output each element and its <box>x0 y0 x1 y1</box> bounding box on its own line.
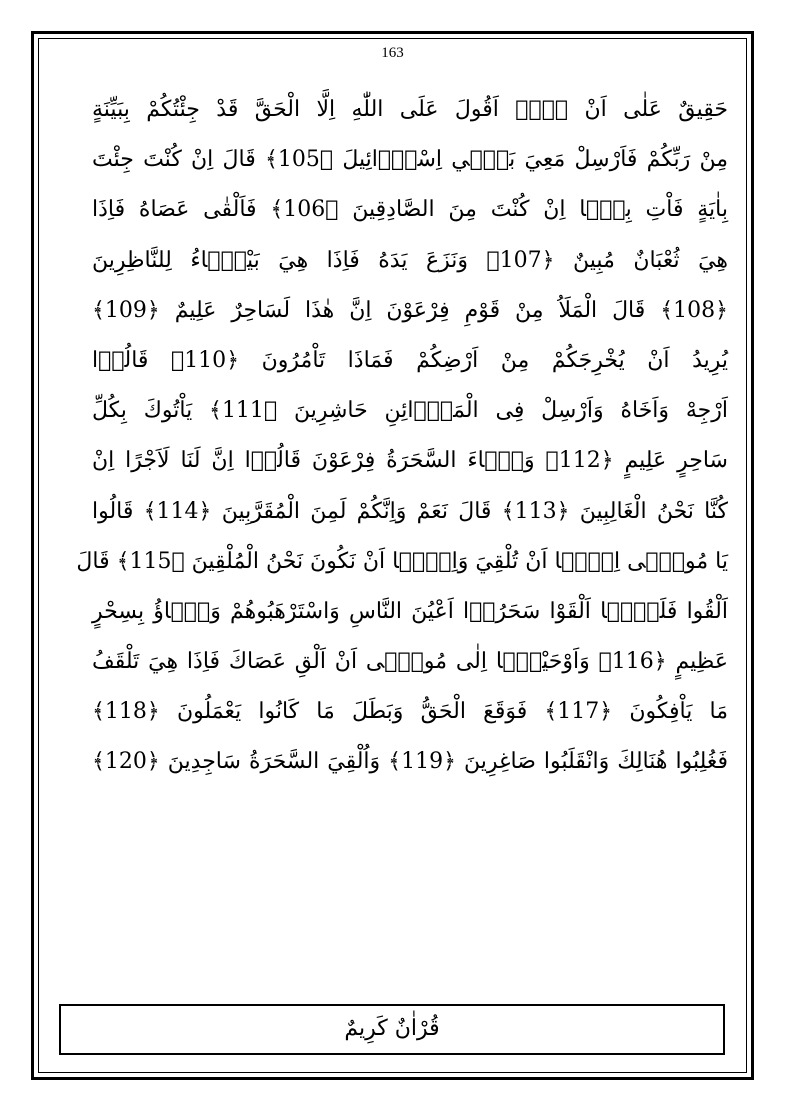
text-line: هِيَ ثُعْبَانٌ مُبِينٌ ﴿107﴾ وَنَزَعَ يَدَهُ فَاِذَا هِيَ بَيْضَۤاءُ لِلنَّاظِرِينَ <box>92 247 729 273</box>
text-line: يَا مُوسٰۤى اِمَّۤا اَنْ تُلْقِيَ وَاِمَّۤا اَنْ نَكُونَ نَحْنُ الْمُلْقِينَ ﴿115﴾ قَالَ <box>76 548 728 574</box>
text-line: مِنْ رَبِّكُمْ فَاَرْسِلْ مَعِيَ بَنِۤي اِسْرَۤائِيلَ ﴿105﴾ قَالَ اِنْ كُنْتَ جِئْتَ <box>92 147 728 173</box>
footer-title: قُرْاٰنٌ كَرِيمٌ <box>344 1016 440 1041</box>
text-line: اَلْقُوا فَلَمَّۤا اَلْقَوْا سَحَرُوۤا اَعْيُنَ النَّاسِ وَاسْتَرْهَبُوهُمْ وَجَۤاؤُ بِسِحْرٍ <box>92 598 728 624</box>
text-line: بِاٰيَةٍ فَاْتِ بِهَۤا اِنْ كُنْتَ مِنَ الصَّادِقِينَ ﴿106﴾ فَاَلْقٰى عَصَاهُ فَاِذَا <box>92 197 729 223</box>
quran-text-block <box>76 85 729 788</box>
text-line: كُنَّا نَحْنُ الْغَالِبِينَ ﴿113﴾ قَالَ نَعَمْ وَاِنَّكُمْ لَمِنَ الْمُقَرَّبِينَ ﴿114﴾ قَالُوا <box>92 498 728 524</box>
text-line: سَاحِرٍ عَلِيمٍ ﴿112﴾ وَجَۤاءَ السَّحَرَةُ فِرْعَوْنَ قَالُوۤا اِنَّ لَنَا لَاَجْرًا اِنْ <box>92 448 728 474</box>
text-line: اَرْجِهْ وَاَخَاهُ وَاَرْسِلْ فِى الْمَدَۤائِنِ حَاشِرِينَ ﴿111﴾ يَاْتُوكَ بِكُلِّ <box>92 398 728 424</box>
page-number: 163 <box>381 45 404 61</box>
text-line: فَغُلِبُوا هُنَالِكَ وَانْقَلَبُوا صَاغِرِينَ ﴿119﴾ وَاُلْقِيَ السَّحَرَةُ سَاجِدِينَ ﴿120﴾ <box>92 749 728 775</box>
text-line: حَقِيقٌ عَلٰى اَنْ لَاۤ اَقُولَ عَلَى اللّٰهِ اِلَّا الْحَقَّ قَدْ جِئْتُكُمْ بِبَيِّنَةٍ <box>92 97 728 122</box>
text-line: ﴿108﴾ قَالَ الْمَلَاُ مِنْ قَوْمِ فِرْعَوْنَ اِنَّ هٰذَا لَسَاحِرٌ عَلِيمٌ ﴿109﴾ <box>92 297 728 323</box>
text-line: عَظِيمٍ ﴿116﴾ وَاَوْحَيْنَۤا اِلٰى مُوسٰۤى اَنْ اَلْقِ عَصَاكَ فَاِذَا هِيَ تَلْقَفُ <box>92 649 728 675</box>
footer-title-box <box>59 1004 725 1055</box>
text-line: مَا يَاْفِكُونَ ﴿117﴾ فَوَقَعَ الْحَقُّ وَبَطَلَ مَا كَانُوا يَعْمَلُونَ ﴿118﴾ <box>92 699 728 725</box>
text-line: يُرِيدُ اَنْ يُخْرِجَكُمْ مِنْ اَرْضِكُمْ فَمَاذَا تَاْمُرُونَ ﴿110﴾ قَالُوۤا <box>92 347 729 373</box>
